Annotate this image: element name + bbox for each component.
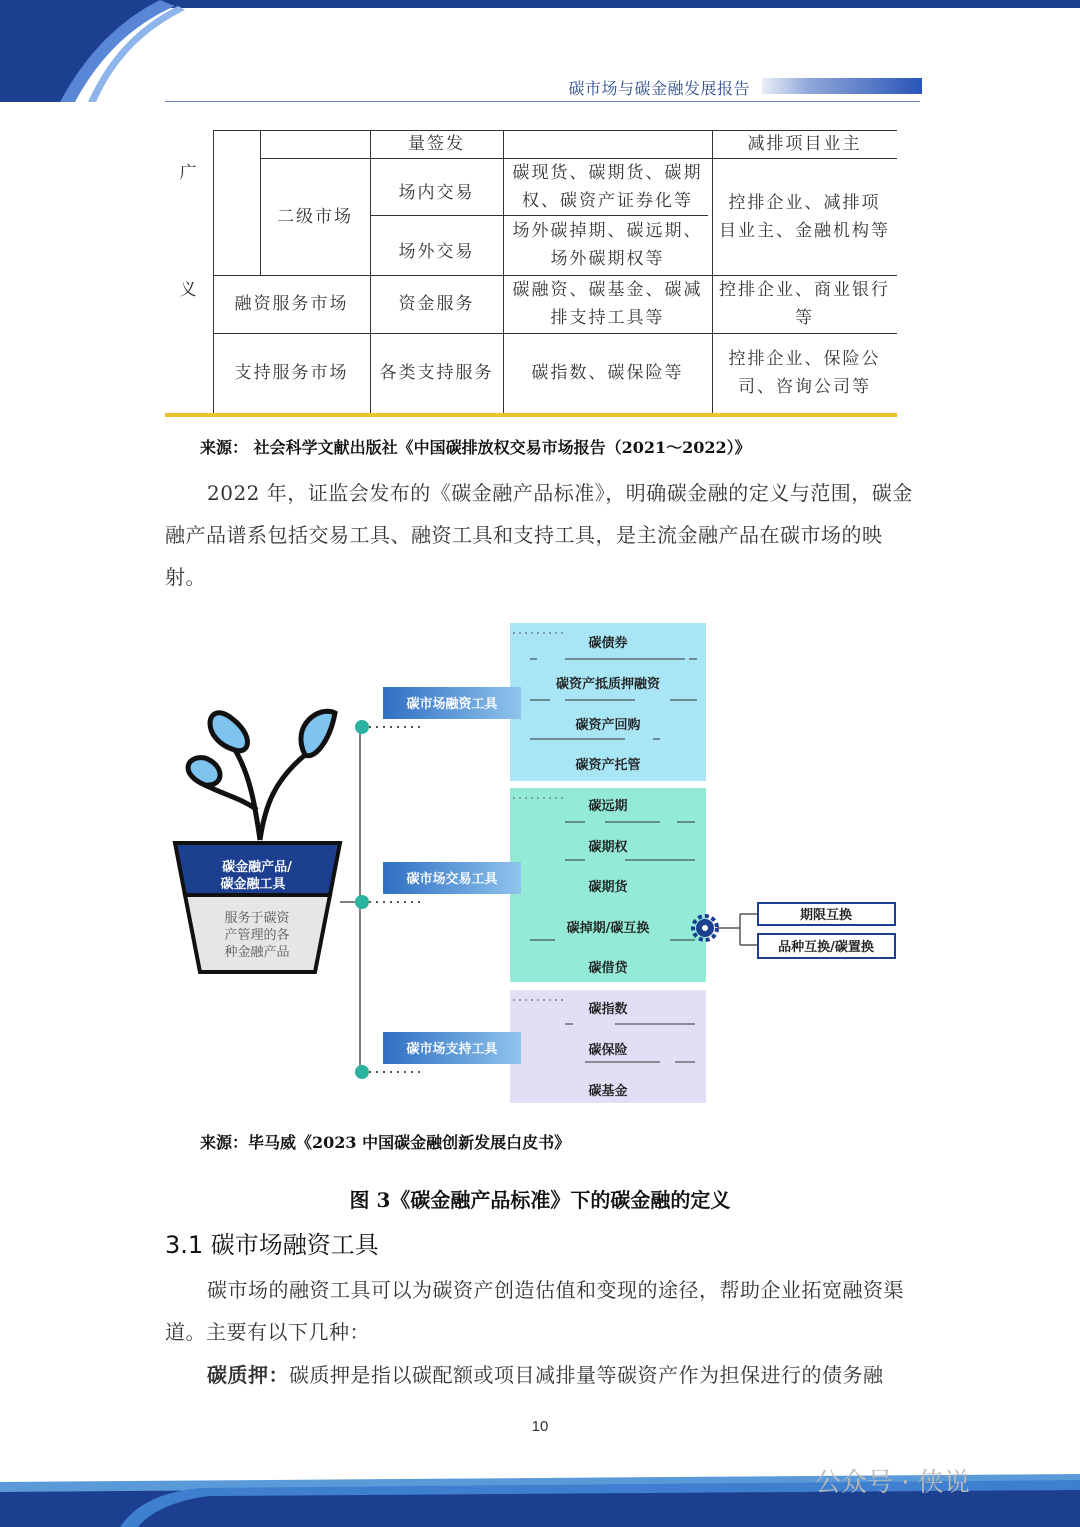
watermark: 公众号 · 侠说 <box>815 1468 970 1498</box>
table-cell: 碳现货、碳期货、碳期权、碳资产证券化等 <box>512 162 703 211</box>
pot-desc-line2: 产管理的各 <box>224 928 290 943</box>
paragraph-3-lead: 碳质押： <box>207 1363 289 1387</box>
paragraph-2-text: 碳市场的融资工具可以为碳资产创造估值和变现的途径，帮助企业拓宽融资渠道。主要有以下几种： <box>165 1278 904 1344</box>
market-structure-table <box>165 130 897 418</box>
paragraph-3 <box>165 1354 920 1396</box>
table-cell: 控排企业、保险公司、咨询公司等 <box>728 349 881 397</box>
table-cell: 各类支持服务 <box>379 363 494 383</box>
table-cell: 量签发 <box>408 134 465 154</box>
support-item: 碳基金 <box>588 1084 628 1099</box>
support-item: 碳指数 <box>588 1002 628 1017</box>
pot-desc-line3: 种金融产品 <box>224 945 290 960</box>
pot-desc-line1: 服务于碳资 <box>224 911 290 926</box>
branch-label-financing: 碳市场融资工具 <box>406 697 498 712</box>
row-header-top: 广 <box>179 163 199 183</box>
table-source: 来源： 社会科学文献出版社《中国碳排放权交易市场报告（2021～2022）》 <box>200 438 751 457</box>
support-item: 碳保险 <box>588 1043 628 1058</box>
table-cell: 支持服务市场 <box>234 363 349 383</box>
financing-item: 碳债券 <box>588 636 628 651</box>
page-number: 10 <box>531 1418 549 1435</box>
financing-item: 碳资产抵质押融资 <box>555 677 661 692</box>
paragraph-3-text: 碳质押是指以碳配额或项目减排量等碳资产作为担保进行的债务融 <box>289 1363 884 1387</box>
section-title: 3.1 碳市场融资工具 <box>165 1231 379 1259</box>
figure-source: 来源：毕马威《2023 中国碳金融创新发展白皮书》 <box>200 1133 571 1152</box>
trading-item: 碳期货 <box>588 880 628 895</box>
branch-node <box>355 895 369 909</box>
table-cell: 资金服务 <box>398 294 475 314</box>
pot-title-line1: 碳金融产品/ <box>222 860 292 875</box>
plant-icon <box>188 711 335 840</box>
trading-item: 碳期权 <box>588 840 628 855</box>
financing-item: 碳资产回购 <box>575 718 641 733</box>
header-divider <box>165 101 920 102</box>
paragraph-2 <box>165 1269 920 1353</box>
financing-item: 碳资产托管 <box>575 758 641 773</box>
branch-label-support: 碳市场支持工具 <box>406 1042 498 1057</box>
header-title: 碳市场与碳金融发展报告 <box>568 79 750 98</box>
swap-type-term: 期限互换 <box>799 908 853 923</box>
table-cell: 碳指数、碳保险等 <box>531 363 684 383</box>
trading-item: 碳掉期/碳互换 <box>566 921 650 936</box>
header-gradient-bar <box>762 78 922 94</box>
table-cell: 场外碳掉期、碳远期、场外碳期权等 <box>512 221 703 269</box>
table-bottom-rule <box>165 413 897 417</box>
branch-label-trading: 碳市场交易工具 <box>406 872 498 887</box>
branch-node <box>355 1065 369 1079</box>
trading-item: 碳借贷 <box>588 961 628 976</box>
table-cell: 减排项目业主 <box>747 134 862 154</box>
table-cell: 控排企业、商业银行等 <box>719 280 890 328</box>
trading-item: 碳远期 <box>588 799 628 814</box>
table-cell: 场外交易 <box>398 241 475 262</box>
table-cell: 控排企业、减排项 目业主、金融机构等 <box>719 192 890 241</box>
figure-caption: 图 3《碳金融产品标准》下的碳金融的定义 <box>349 1188 731 1212</box>
carbon-finance-diagram <box>165 615 925 1115</box>
swap-type-variety: 品种互换/碳置换 <box>778 940 874 955</box>
branch-node <box>355 720 369 734</box>
table-cell: 碳融资、碳基金、碳减排支持工具等 <box>512 280 703 328</box>
table-cell: 融资服务市场 <box>234 294 349 314</box>
table-cell: 场内交易 <box>398 182 475 203</box>
paragraph-1 <box>165 472 920 598</box>
table-cell: 二级市场 <box>277 206 353 227</box>
pot-title-line2: 碳金融工具 <box>220 877 286 892</box>
paragraph-1-text: 2022 年，证监会发布的《碳金融产品标准》，明确碳金融的定义与范围，碳金融产品谱系包括交易工具、融资工具和支持工具，是主流金融产品在碳市场的映射。 <box>165 481 913 589</box>
row-header-bottom: 义 <box>179 280 199 300</box>
